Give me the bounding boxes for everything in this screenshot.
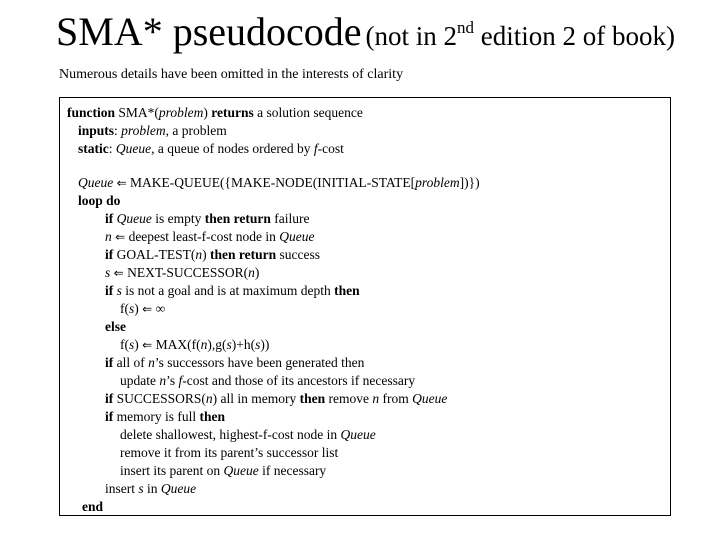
- left-arrow-icon: ⇐: [115, 230, 126, 244]
- code-line: insert its parent on Queue if necessary: [120, 463, 327, 478]
- title-parenthetical: (not in 2nd edition 2 of book): [365, 18, 676, 51]
- code-line: else: [105, 319, 126, 334]
- code-line: delete shallowest, highest-f-cost node in Queue: [120, 427, 376, 442]
- slide-title: [56, 9, 676, 54]
- infinity-symbol: ∞: [152, 301, 166, 316]
- pseudocode-box: [59, 97, 671, 516]
- left-arrow-icon: ⇐: [142, 302, 153, 316]
- code-line: loop do: [78, 193, 121, 208]
- left-arrow-icon: ⇐: [142, 338, 153, 352]
- code-line: static: Queue, a queue of nodes ordered by f-cost: [78, 141, 344, 156]
- left-arrow-icon: ⇐: [116, 176, 127, 190]
- code-line: if SUCCESSORS(n) all in memory then remove n from Queue: [105, 391, 448, 406]
- code-line: function SMA*(problem) returns a solution sequence: [67, 105, 363, 120]
- code-line: if all of n’s successors have been generated then: [105, 355, 365, 370]
- code-line: n ⇐ deepest least-f-cost node in Queue: [105, 229, 315, 244]
- code-line: if s is not a goal and is at maximum depth then: [105, 283, 360, 298]
- code-line: end: [82, 499, 104, 514]
- code-line: if GOAL-TEST(n) then return success: [105, 247, 320, 262]
- code-line: s ⇐ NEXT-SUCCESSOR(n): [105, 265, 260, 280]
- code-line: remove it from its parent’s successor list: [120, 445, 339, 460]
- code-line: if Queue is empty then return failure: [105, 211, 310, 226]
- subtitle: Numerous details have been omitted in the interests of clarity: [59, 67, 404, 82]
- code-line: if memory is full then: [105, 409, 226, 424]
- code-line: f(s) ⇐ MAX(f(n),g(s)+h(s)): [120, 337, 270, 352]
- code-line: insert s in Queue: [105, 481, 197, 496]
- blank-line: [67, 158, 480, 174]
- code-line: Queue ⇐ MAKE-QUEUE({MAKE-NODE(INITIAL-STATE[problem])}): [78, 175, 480, 190]
- left-arrow-icon: ⇐: [113, 266, 124, 280]
- title-main: SMA* pseudocode: [56, 9, 362, 54]
- code-line: inputs: problem, a problem: [78, 123, 227, 138]
- title-superscript: nd: [457, 18, 475, 37]
- code-line: f(s) ⇐ ∞: [120, 301, 166, 316]
- pseudocode-lines: [67, 104, 480, 516]
- code-line: update n’s f-cost and those of its ancestors if necessary: [120, 373, 416, 388]
